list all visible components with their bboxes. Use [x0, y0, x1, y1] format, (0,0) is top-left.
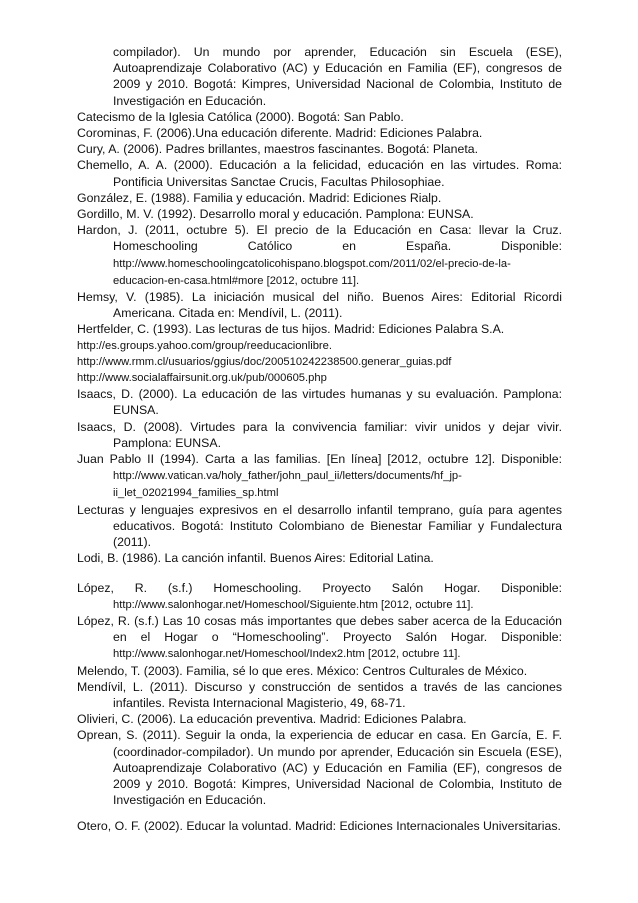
reference-lopez-10-cosas [77, 613, 562, 663]
reference-lopez-10-cosas-url[interactable]: http://www.salonhogar.net/Homeschool/Index2.htm [2012, octubre 11]. [113, 648, 461, 661]
reference-lopez-10-cosas-text: López, R. (s.f.) Las 10 cosas más importantes que debes saber acerca de la Educación en el Hogar o “Homeschooling”. Proyecto Salón Hogar. Disponible: [77, 613, 562, 645]
reference-mendivil: Mendívil, L. (2011). Discurso y construcción de sentidos a través de las canciones infantiles. Revista Internacional Magisterio, 49, 68-71. [77, 679, 562, 710]
reference-gordillo: Gordillo, M. V. (1992). Desarrollo moral y educación. Pamplona: EUNSA. [77, 207, 474, 222]
reference-hertfelder: Hertfelder, C. (1993). Las lecturas de tus hijos. Madrid: Ediciones Palabra S.A. [77, 322, 505, 337]
reference-olivieri: Olivieri, C. (2006). La educación preventiva. Madrid: Ediciones Palabra. [77, 712, 467, 727]
reference-lecturas: Lecturas y lenguajes expresivos en el desarrollo infantil temprano, guía para agentes educativos. Bogotá: Instituto Colombiano de Bienestar Familiar y Fundalectura (2011). [77, 502, 562, 550]
reference-hardon-url[interactable]: http://www.homeschoolingcatolicohispano.blogspot.com/2011/02/el-precio-de-la-educacion-en-casa.html#more [2012, octubre 11]. [113, 257, 511, 287]
reference-url-rmm[interactable]: http://www.rmm.cl/usuarios/ggius/doc/200510242238500.generar_guias.pdf [77, 355, 452, 368]
reference-cury: Cury, A. (2006). Padres brillantes, maestros fascinantes. Bogotá: Planeta. [77, 142, 478, 157]
spacer [77, 567, 562, 580]
reference-chemello: Chemello, A. A. (2000). Educación a la felicidad, educación en las virtudes. Roma: Pontificia Universitas Sanctae Crucis, Facultas Philosophiae. [77, 158, 562, 189]
reference-juan-pablo-text: Juan Pablo II (1994). Carta a las familias. [En línea] [2012, octubre 12]. Disponible: [77, 452, 562, 467]
reference-continuation: compilador). Un mundo por aprender, Educación sin Escuela (ESE), Autoaprendizaje Colaborativo (AC) y Educación en Familia (EF), congresos de 2009 y 2010. Bogotá: Kimpres, Universidad Nacional de Colombia, Instituto de Investigación en Educación. [113, 45, 562, 108]
spacer [77, 808, 562, 818]
reference-url-yahoo[interactable]: http://es.groups.yahoo.com/group/reeducacionlibre. [77, 339, 332, 352]
reference-lopez-homeschooling-text: López, R. (s.f.) Homeschooling. Proyecto Salón Hogar. Disponible: [77, 580, 562, 595]
reference-hardon [77, 222, 562, 289]
reference-catecismo: Catecismo de la Iglesia Católica (2000). Bogotá: San Pablo. [77, 109, 404, 124]
reference-url-socialaffairs[interactable]: http://www.socialaffairsunit.org.uk/pub/000605.php [77, 372, 327, 385]
reference-corominas: Corominas, F. (2006).Una educación diferente. Madrid: Ediciones Palabra. [77, 126, 483, 141]
reference-lodi: Lodi, B. (1986). La canción infantil. Buenos Aires: Editorial Latina. [77, 551, 434, 566]
reference-hardon-text: Hardon, J. (2011, octubre 5). El precio de la Educación en Casa: llevar la Cruz. Homeschooling Católico en España. Disponible: [77, 223, 562, 254]
reference-oprean: Oprean, S. (2011). Seguir la onda, la experiencia de educar en casa. En García, E. F. (coordinador-compilador). Un mundo por aprender, Educación sin Escuela (ESE), Autoaprendizaje Colaborativo (AC) y Educación en Familia (EF), congresos de 2009 y 2010. Bogotá: Kimpres, Universidad Nacional de Colombia, Instituto de Investigación en Educación. [77, 728, 562, 808]
reference-isaacs-2000: Isaacs, D. (2000). La educación de las virtudes humanas y su evaluación. Pamplona: EUNSA. [77, 387, 562, 418]
reference-juan-pablo-url[interactable]: http://www.vatican.va/holy_father/john_paul_ii/letters/documents/hf_jp-ii_let_02021994_families_sp.html [113, 470, 462, 500]
reference-juan-pablo [77, 451, 562, 502]
reference-list [77, 44, 562, 835]
reference-otero: Otero, O. F. (2002). Educar la voluntad. Madrid: Ediciones Internacionales Universitarias. [77, 819, 561, 834]
reference-lopez-homeschooling-url[interactable]: http://www.salonhogar.net/Homeschool/Siguiente.htm [2012, octubre 11]. [113, 598, 474, 611]
reference-isaacs-2008: Isaacs, D. (2008). Virtudes para la convivencia familiar: vivir unidos y dejar vivir. Pamplona: EUNSA. [77, 419, 562, 450]
reference-gonzalez: González, E. (1988). Familia y educación. Madrid: Ediciones Rialp. [77, 190, 442, 205]
reference-hemsy: Hemsy, V. (1985). La iniciación musical del niño. Buenos Aires: Editorial Ricordi Americana. Citada en: Mendívil, L. (2011). [77, 290, 562, 321]
reference-lopez-homeschooling [77, 580, 562, 613]
reference-melendo: Melendo, T. (2003). Familia, sé lo que eres. México: Centros Culturales de México. [77, 663, 528, 678]
